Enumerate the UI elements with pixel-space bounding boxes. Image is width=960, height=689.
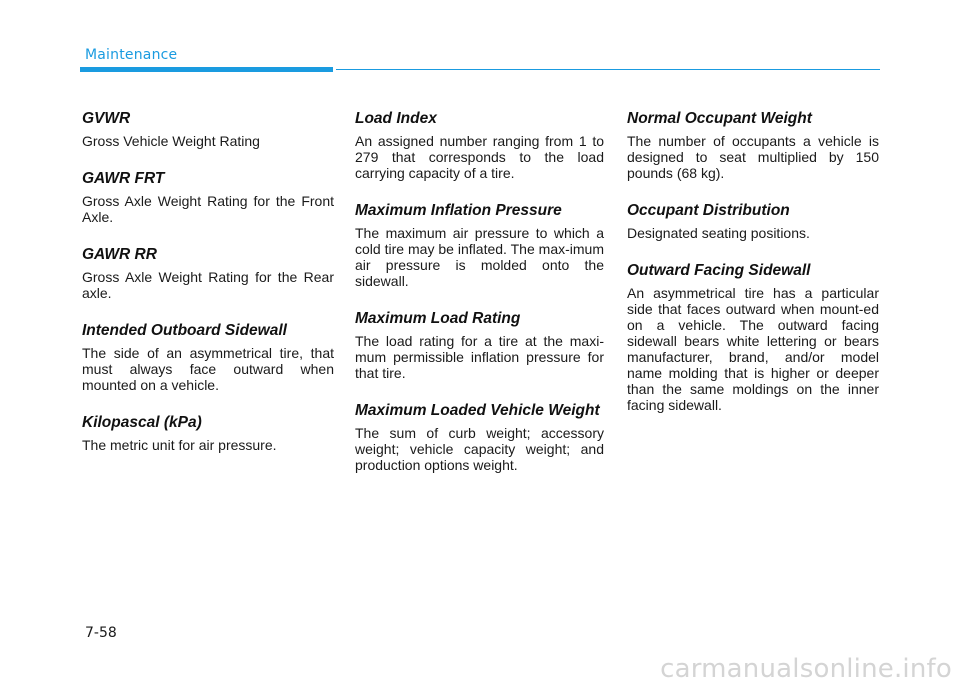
glossary-entry-maximum-loaded-vehicle-weight <box>355 402 604 473</box>
glossary-entry-gawr-frt <box>82 170 334 225</box>
glossary-term: GAWR FRT <box>82 170 165 187</box>
glossary-term: Outward Facing Sidewall <box>627 262 811 279</box>
glossary-definition: Gross Axle Weight Rating for the Front Axle. <box>82 193 334 225</box>
glossary-entry-maximum-inflation-pressure <box>355 202 604 289</box>
watermark: carmanualsonline.info <box>660 654 952 684</box>
glossary-term: Maximum Loaded Vehicle Weight <box>355 402 600 419</box>
column-3 <box>627 110 879 434</box>
glossary-definition: The metric unit for air pressure. <box>82 437 277 453</box>
glossary-definition: The maximum air pressure to which a cold tire may be inflated. The max-imum air pressure is molded onto the sidewall. <box>355 225 604 289</box>
glossary-definition: An asymmetrical tire has a particular side that faces outward when mount-ed on a vehicle. The outward facing sidewall bears white lettering or bears manufacturer, brand, and/or model name molding that is higher or deeper than the same moldings on the inner facing sidewall. <box>627 285 879 413</box>
glossary-definition: The number of occupants a vehicle is designed to seat multiplied by 150 pounds (68 kg). <box>627 133 879 181</box>
column-2 <box>355 110 604 494</box>
glossary-entry-maximum-load-rating <box>355 310 604 381</box>
glossary-entry-occupant-distribution <box>627 202 879 241</box>
glossary-definition: Designated seating positions. <box>627 225 810 241</box>
glossary-definition: The sum of curb weight; accessory weight; vehicle capacity weight; and production options weight. <box>355 425 604 473</box>
section-title: Maintenance <box>85 47 178 63</box>
glossary-entry-gvwr <box>82 110 334 149</box>
header-rule-thin <box>336 69 880 70</box>
glossary-term: Load Index <box>355 110 437 127</box>
glossary-term: Maximum Load Rating <box>355 310 521 327</box>
glossary-term: Kilopascal (kPa) <box>82 414 202 431</box>
page-number: 7-58 <box>85 625 117 641</box>
glossary-entry-intended-outboard-sidewall <box>82 322 334 393</box>
glossary-definition: The side of an asymmetrical tire, that must always face outward when mounted on a vehicle. <box>82 345 334 393</box>
glossary-entry-outward-facing-sidewall <box>627 262 879 413</box>
glossary-entry-load-index <box>355 110 604 181</box>
glossary-definition: Gross Axle Weight Rating for the Rear axle. <box>82 269 334 301</box>
glossary-entry-gawr-rr <box>82 246 334 301</box>
glossary-definition: The load rating for a tire at the maxi-mum permissible inflation pressure for that tire. <box>355 333 604 381</box>
glossary-entry-normal-occupant-weight <box>627 110 879 181</box>
glossary-term: GAWR RR <box>82 246 157 263</box>
glossary-term: Intended Outboard Sidewall <box>82 322 287 339</box>
glossary-term: Maximum Inflation Pressure <box>355 202 562 219</box>
header-rule-thick <box>80 67 333 72</box>
glossary-term: Occupant Distribution <box>627 202 790 219</box>
glossary-term: GVWR <box>82 110 131 127</box>
glossary-entry-kilopascal <box>82 414 334 453</box>
column-1 <box>82 110 334 474</box>
glossary-definition: Gross Vehicle Weight Rating <box>82 133 260 149</box>
glossary-definition: An assigned number ranging from 1 to 279 that corresponds to the load carrying capacity of a tire. <box>355 133 604 181</box>
glossary-term: Normal Occupant Weight <box>627 110 812 127</box>
